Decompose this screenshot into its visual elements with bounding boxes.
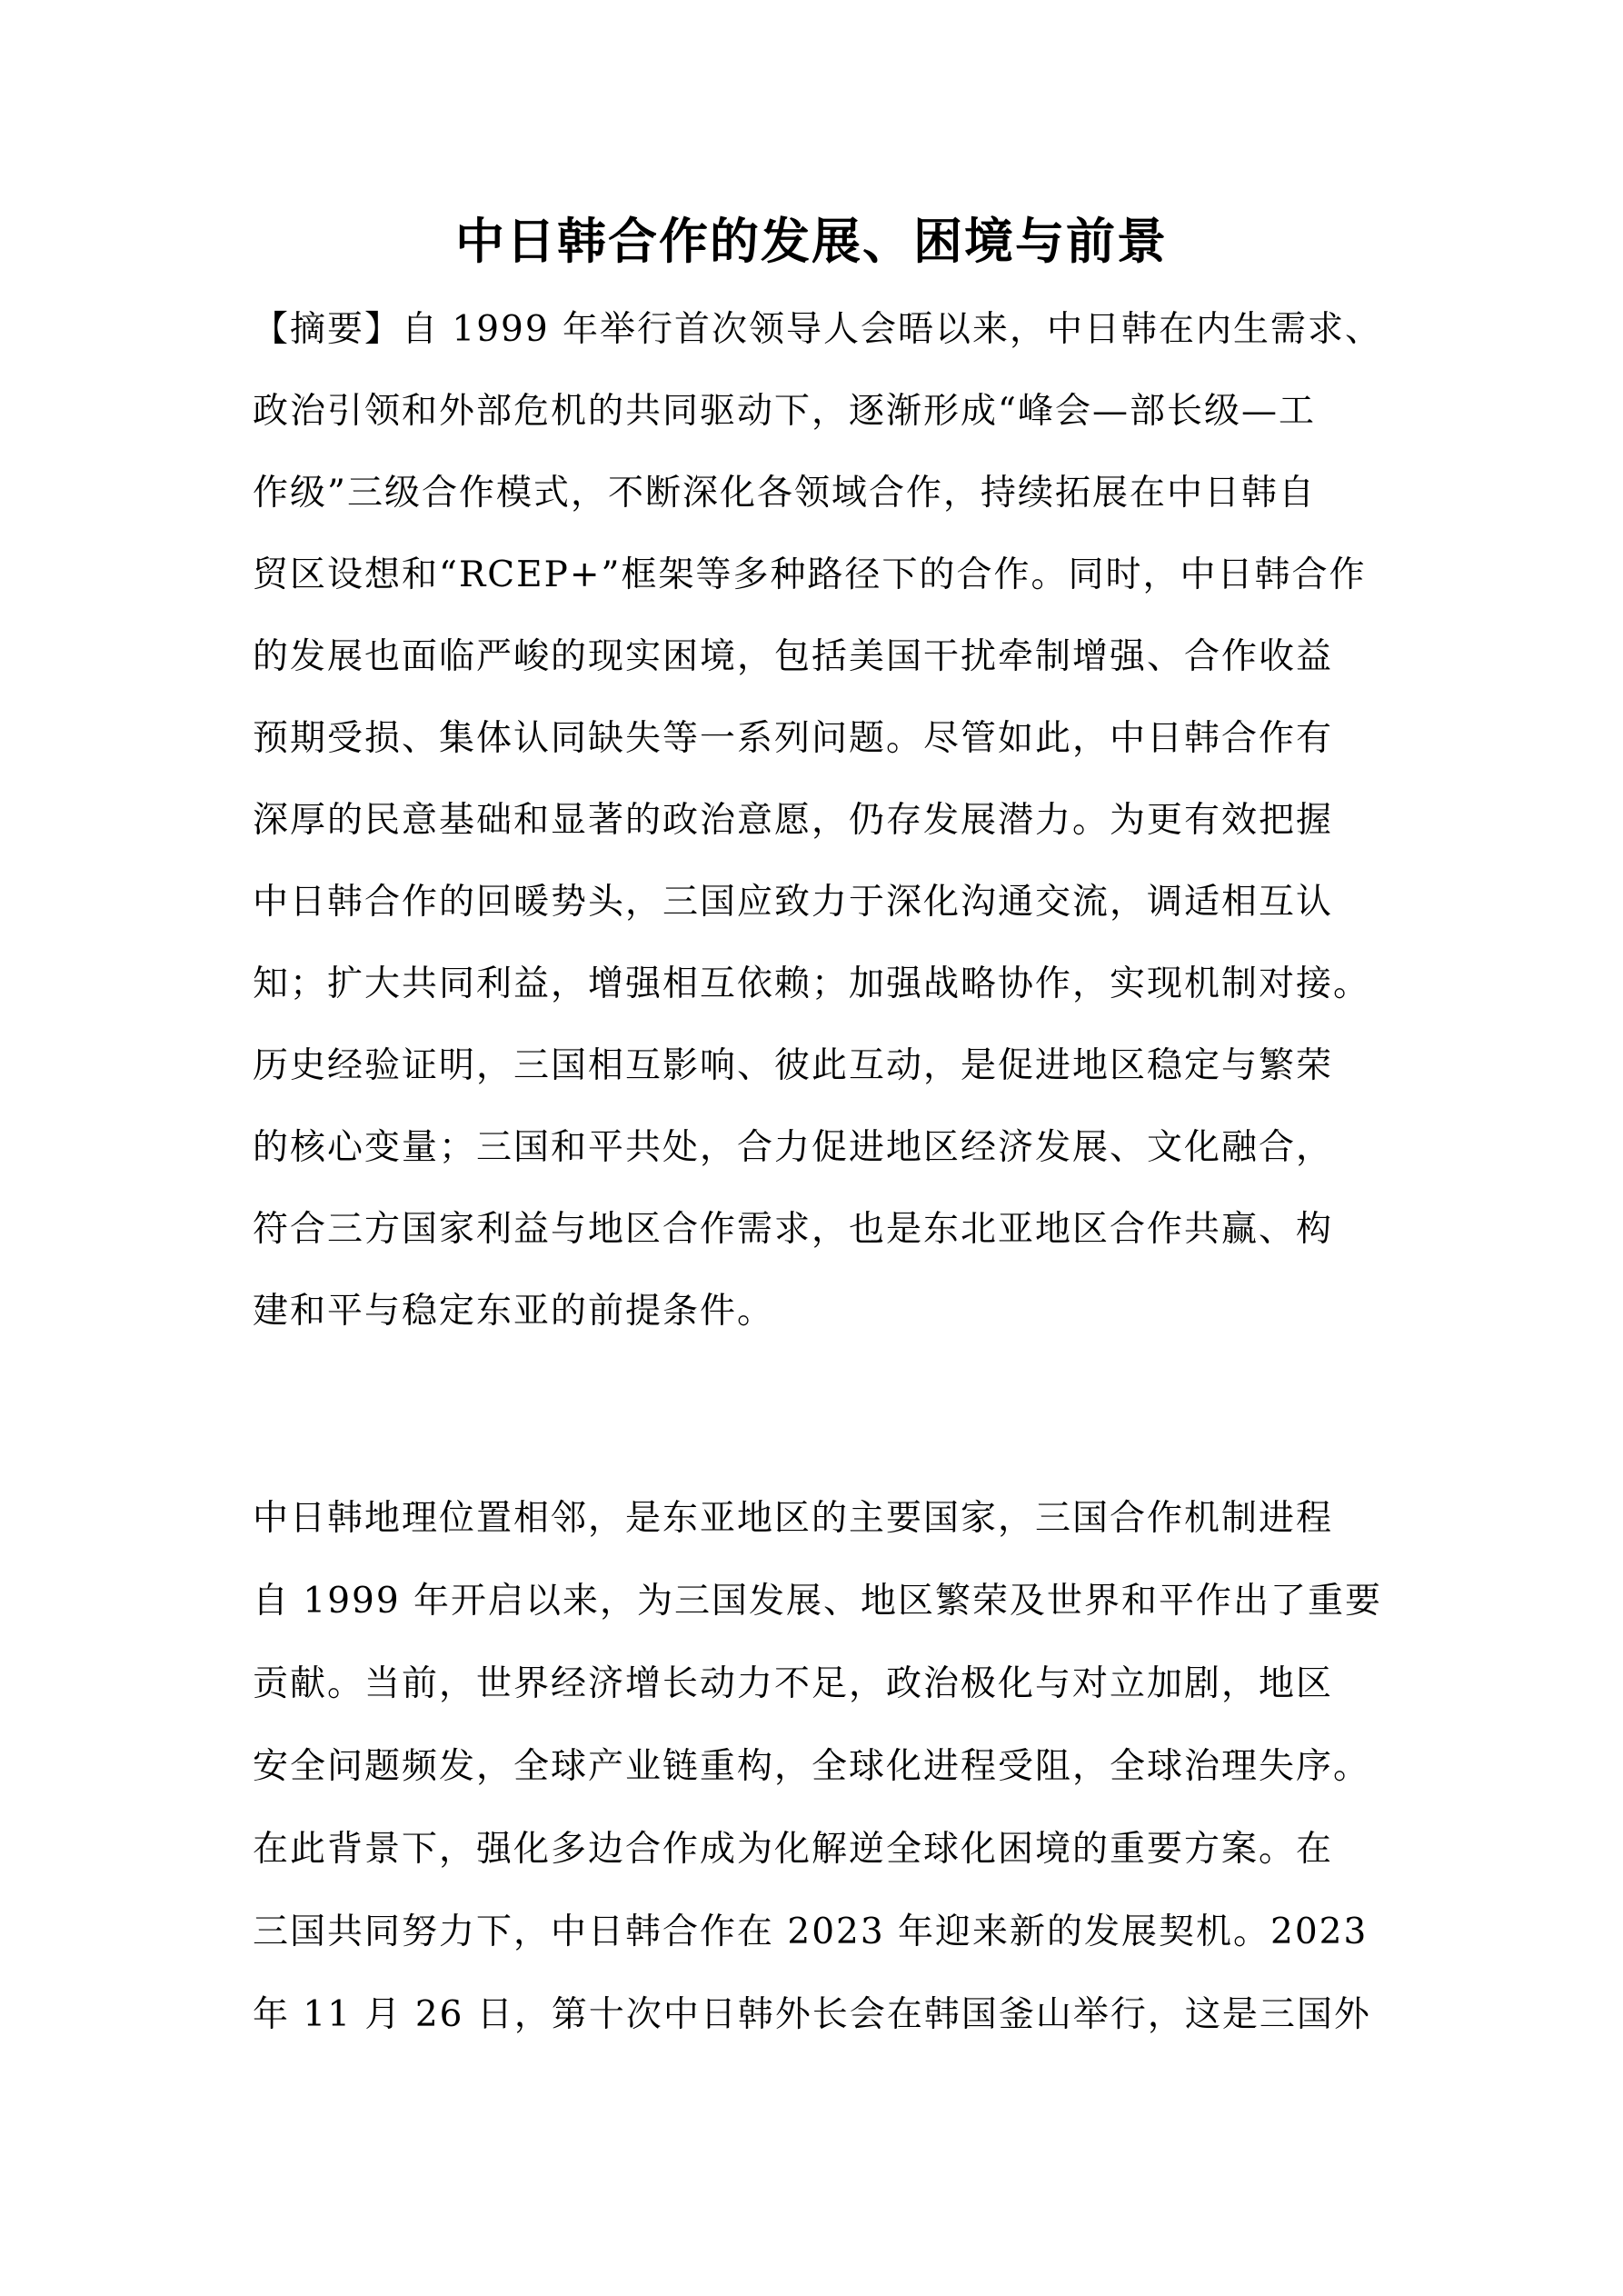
body-line: 中日韩地理位置相邻，是东亚地区的主要国家，三国合作机制进程	[253, 1498, 1334, 1539]
body-line: 自 1999 年开启以来，为三国发展、地区繁荣及世界和平作出了重要	[253, 1581, 1383, 1622]
abstract-line: 中日韩合作的回暖势头，三国应致力于深化沟通交流，调适相互认	[253, 882, 1334, 923]
body-line: 三国共同努力下，中日韩合作在 2023 年迎来新的发展契机。2023	[253, 1912, 1369, 1952]
abstract-line: 预期受损、集体认同缺失等一系列问题。尽管如此，中日韩合作有	[253, 718, 1334, 759]
abstract-line: 符合三方国家利益与地区合作需求，也是东北亚地区合作共赢、构	[253, 1209, 1334, 1250]
abstract-line: 的核心变量；三国和平共处，合力促进地区经济发展、文化融合，	[253, 1127, 1334, 1168]
abstract-line: 建和平与稳定东亚的前提条件。	[253, 1291, 775, 1332]
abstract-line: 深厚的民意基础和显著的政治意愿，仍存发展潜力。为更有效把握	[253, 800, 1334, 841]
abstract-line: 的发展也面临严峻的现实困境，包括美国干扰牵制增强、合作收益	[253, 636, 1334, 677]
body-line: 安全问题频发，全球产业链重构，全球化进程受阻，全球治理失序。	[253, 1746, 1371, 1787]
abstract-line: 历史经验证明，三国相互影响、彼此互动，是促进地区稳定与繁荣	[253, 1045, 1334, 1086]
abstract-line: 知；扩大共同利益，增强相互依赖；加强战略协作，实现机制对接。	[253, 963, 1371, 1004]
body-line: 年 11 月 26 日，第十次中日韩外长会在韩国釜山举行，这是三国外	[253, 1994, 1371, 2035]
document-title: 中日韩合作的发展、困境与前景	[455, 212, 1168, 270]
body-line: 贡献。当前，世界经济增长动力不足，政治极化与对立加剧，地区	[253, 1663, 1334, 1704]
abstract-line: 政治引领和外部危机的共同驱动下，逐渐形成“峰会—部长级—工	[253, 391, 1316, 432]
abstract-line: 作级”三级合作模式，不断深化各领域合作，持续拓展在中日韩自	[253, 473, 1316, 514]
body-line: 在此背景下，强化多边合作成为化解逆全球化困境的重要方案。在	[253, 1829, 1334, 1870]
abstract-line: 贸区设想和“RCEP+”框架等多种路径下的合作。同时，中日韩合作	[253, 554, 1367, 595]
abstract-line: 【摘要】自 1999 年举行首次领导人会晤以来，中日韩在内生需求、	[253, 309, 1383, 350]
